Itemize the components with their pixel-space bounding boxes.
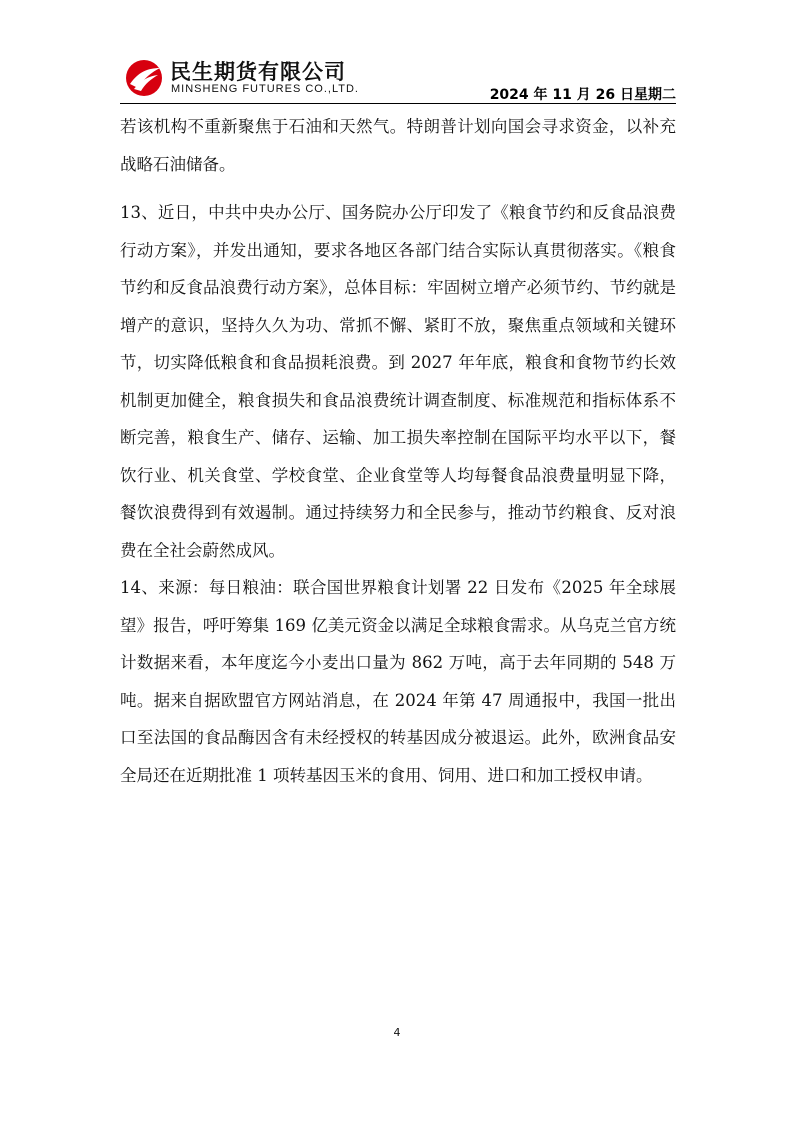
company-name-en: MINSHENG FUTURES CO.,LTD. [171,83,359,95]
report-date: 2024 年 11 月 26 日星期二 [489,87,676,103]
document-body [120,108,676,794]
minsheng-futures-logo-icon [124,58,164,98]
paragraph-item-13: 13、近日，中共中央办公厅、国务院办公厅印发了《粮食节约和反食品浪费行动方案》，并发出通知，要求各地区各部门结合实际认真贯彻落实。《粮食节约和反食品浪费行动方案》，总体目标：牢固树立增产必须节约、节约就是增产的意识，坚持久久为功、常抓不懈、紧盯不放，聚焦重点领域和关键环节，切实降低粮食和食品损耗浪费。到 2027 年年底，粮食和食物节约长效机制更加健全，粮食损失和食品浪费统计调查制度、标准规范和指标体系不断完善，粮食生产、储存、运输、加工损失率控制在国际平均水平以下，餐饮行业、机关食堂、学校食堂、企业食堂等人均每餐食品浪费量明显下降，餐饮浪费得到有效遏制。通过持续努力和全民参与，推动节约粮食、反对浪费在全社会蔚然成风。 [120,203,676,560]
paragraph-continued: 若该机构不重新聚焦于石油和天然气。特朗普计划向国会寻求资金，以补充战略石油储备。 [120,117,676,174]
company-logo [120,52,370,102]
paragraph-item-14: 14、来源：每日粮油：联合国世界粮食计划署 22 日发布《2025 年全球展望》报告，呼吁筹集 169 亿美元资金以满足全球粮食需求。从乌克兰官方统计数据来看，本年度迄今小麦出口量为 862 万吨，高于去年同期的 548 万吨。据来自据欧盟官方网站消息，在 2024 年第 47 周通报中，我国一批出口至法国的食品酶因含有未经授权的转基因成分被退运。此外，欧洲食品安全局还在近期批准 1 项转基因玉米的食用、饲用、进口和加工授权申请。 [120,578,676,785]
header-divider [120,103,676,104]
page-header [120,52,676,104]
company-name-cn: 民生期货有限公司 [170,60,346,84]
page-number: 4 [393,1026,401,1039]
